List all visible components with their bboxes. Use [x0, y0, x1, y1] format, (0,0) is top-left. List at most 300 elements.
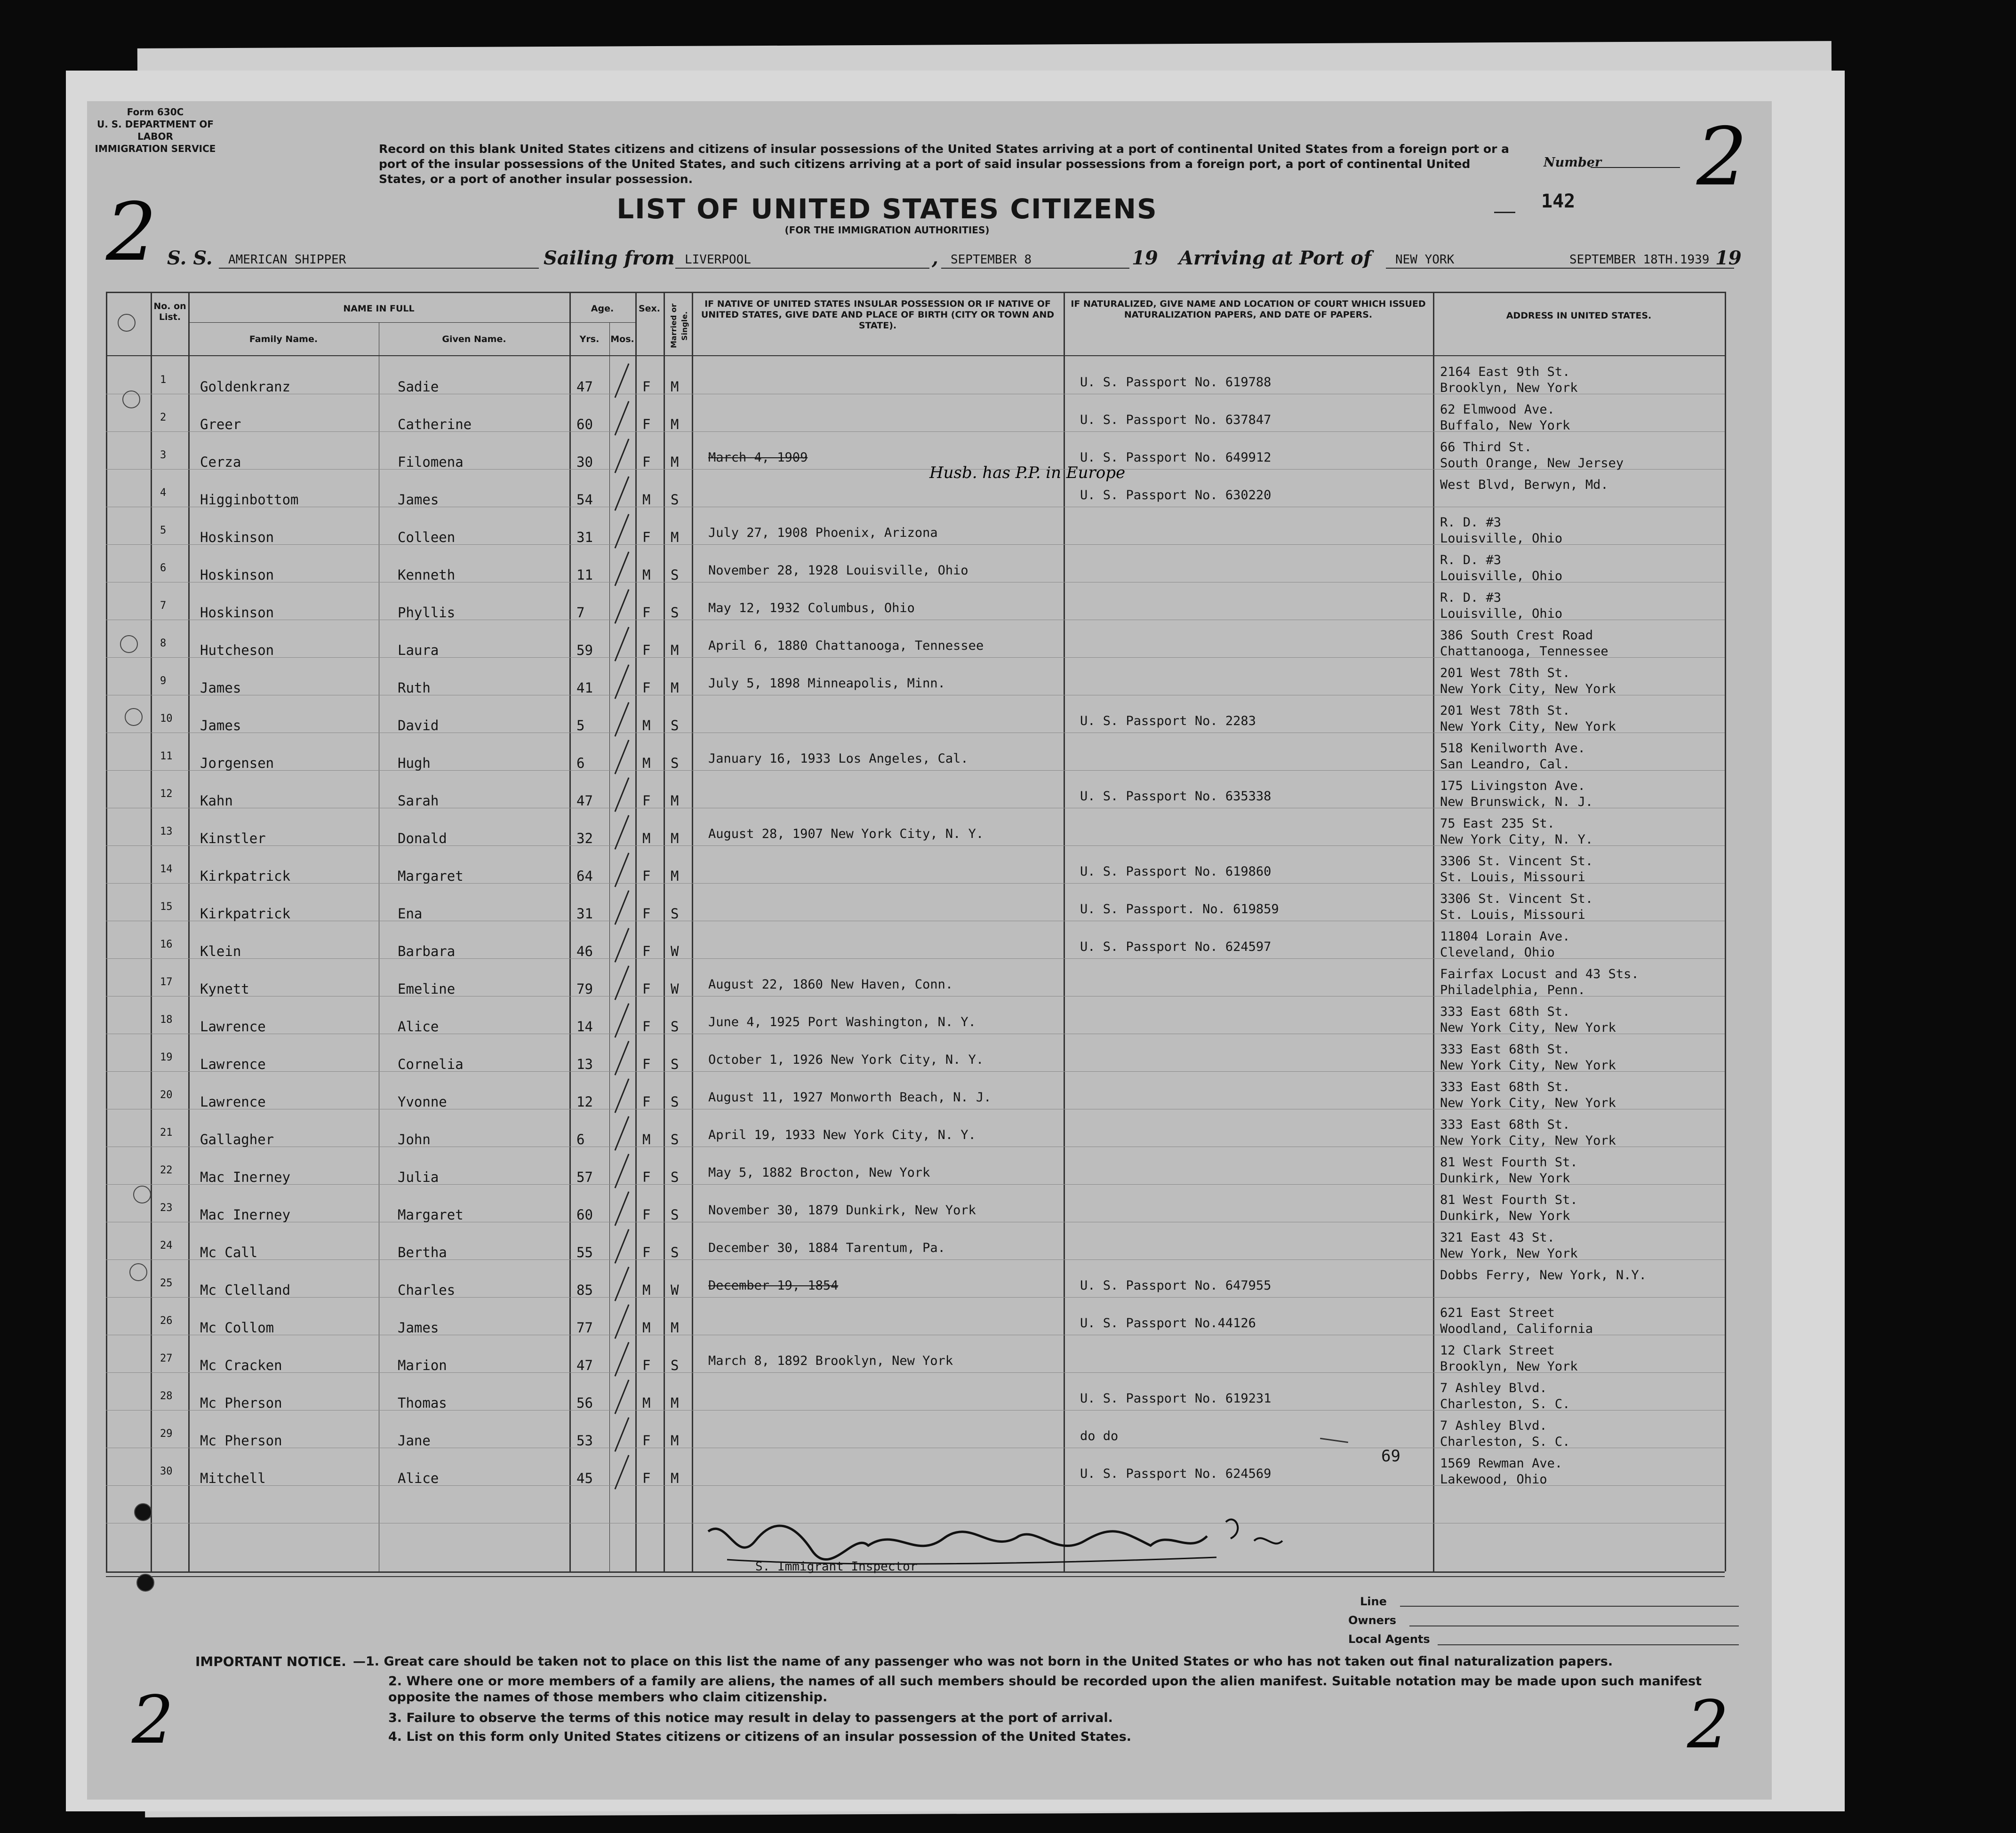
sex: M — [642, 567, 651, 583]
header-given-name: Given Name. — [442, 334, 506, 344]
given-name: Phyllis — [398, 605, 456, 621]
binder-hole — [120, 635, 138, 653]
address-line-1: R. D. #3 — [1440, 553, 1502, 567]
address-line-1: Fairfax Locust and 43 Sts. — [1440, 967, 1639, 981]
header-family-name: Family Name. — [249, 334, 318, 344]
binder-hole — [136, 1574, 154, 1592]
table-row — [87, 365, 1772, 402]
sex: M — [642, 1320, 651, 1336]
address-line-2: Chattanooga, Tennessee — [1440, 644, 1608, 659]
table-row — [87, 741, 1772, 779]
list-number: 142 — [1541, 191, 1576, 212]
address-line-2: Dunkirk, New York — [1440, 1171, 1570, 1186]
age-years: 46 — [576, 943, 593, 959]
row-number: 18 — [160, 1014, 173, 1026]
months-tick-mark — [614, 1417, 629, 1451]
birth-info: June 4, 1925 Port Washington, N. Y. — [708, 1015, 976, 1029]
given-name: Donald — [398, 830, 447, 846]
binder-hole — [118, 314, 136, 332]
address-line-1: 75 East 235 St. — [1440, 816, 1555, 831]
sex: F — [642, 1207, 651, 1223]
address-line-1: 518 Kenilworth Ave. — [1440, 741, 1585, 756]
sex: F — [642, 793, 651, 809]
address-line-1: R. D. #3 — [1440, 515, 1502, 530]
family-name: Mitchell — [200, 1470, 266, 1486]
list-number-dash — [1494, 212, 1515, 213]
header-address: ADDRESS IN UNITED STATES. — [1506, 311, 1652, 321]
address-line-1: 81 West Fourth St. — [1440, 1155, 1578, 1170]
table-row — [87, 1155, 1772, 1193]
months-tick-mark — [614, 1342, 629, 1376]
address-line-1: 12 Clark Street — [1440, 1343, 1555, 1358]
age-years: 59 — [576, 642, 593, 658]
row-number: 5 — [160, 525, 167, 536]
age-years: 5 — [576, 717, 585, 733]
address-line-2: St. Louis, Missouri — [1440, 908, 1585, 922]
address-line-1: 333 East 68th St. — [1440, 1042, 1570, 1057]
age-years: 32 — [576, 830, 593, 846]
birth-info: January 16, 1933 Los Angeles, Cal. — [708, 751, 968, 766]
birth-info: December 19, 1854 — [708, 1278, 839, 1293]
voyage-line — [167, 247, 1744, 275]
table-top-rule — [106, 292, 1725, 293]
sex: F — [642, 906, 651, 922]
age-years: 31 — [576, 906, 593, 922]
arrival-date: SEPTEMBER 18TH.1939 — [1565, 253, 1734, 269]
family-name: Greer — [200, 416, 241, 432]
marital-status: M — [671, 416, 679, 432]
address-line-2: St. Louis, Missouri — [1440, 870, 1585, 885]
age-years: 57 — [576, 1169, 593, 1185]
table-row — [87, 816, 1772, 854]
family-name: Gallagher — [200, 1132, 274, 1148]
marital-status: S — [671, 906, 679, 922]
binder-hole — [134, 1503, 152, 1521]
table-row — [87, 929, 1772, 967]
row-number: 26 — [160, 1315, 173, 1327]
naturalization-info: U. S. Passport No. 649912 — [1080, 450, 1272, 465]
age-years: 53 — [576, 1433, 593, 1449]
birth-info: March 8, 1892 Brooklyn, New York — [708, 1354, 953, 1368]
handwritten-number: 2 — [1696, 111, 1748, 204]
marital-status: S — [671, 492, 679, 508]
given-name: Yvonne — [398, 1094, 447, 1110]
header-yrs: Yrs. — [579, 334, 600, 344]
age-years: 79 — [576, 981, 593, 997]
address-line-2: Charleston, S. C. — [1440, 1435, 1570, 1449]
marital-status: W — [671, 1282, 679, 1298]
naturalization-info: U. S. Passport No. 624569 — [1080, 1466, 1272, 1481]
given-name: Catherine — [398, 416, 472, 432]
given-name: Margaret — [398, 1207, 464, 1223]
birth-info: August 22, 1860 New Haven, Conn. — [708, 977, 953, 992]
naturalization-info: U. S. Passport No. 619231 — [1080, 1391, 1272, 1406]
marital-status: M — [671, 793, 679, 809]
address-line-2: Dunkirk, New York — [1440, 1209, 1570, 1223]
family-name: Lawrence — [200, 1094, 266, 1110]
row-number: 2 — [160, 412, 167, 423]
months-tick-mark — [614, 928, 629, 962]
binder-hole — [129, 1263, 147, 1281]
address-line-2: New York City, New York — [1440, 1058, 1616, 1073]
given-name: Marion — [398, 1357, 447, 1373]
months-tick-mark — [614, 551, 629, 586]
table-bottom-rule — [106, 1576, 1725, 1577]
given-name: James — [398, 1320, 439, 1336]
number-label: Number — [1544, 155, 1602, 170]
agents-fill — [1438, 1644, 1739, 1645]
given-name: Colleen — [398, 529, 456, 545]
address-line-2: Brooklyn, New York — [1440, 1359, 1578, 1374]
given-name: David — [398, 717, 439, 733]
sex: F — [642, 1019, 651, 1035]
notice-1: —1. Great care should be taken not to place on this list the name of any passenger who was not born in the United States or who has not taken out final naturalization papers. — [353, 1654, 1613, 1669]
family-name: Kirkpatrick — [200, 906, 291, 922]
table-row — [87, 1268, 1772, 1306]
row-number: 30 — [160, 1466, 173, 1477]
marital-status: M — [671, 680, 679, 696]
age-years: 55 — [576, 1244, 593, 1260]
sex: F — [642, 1094, 651, 1110]
marital-status: S — [671, 1357, 679, 1373]
address-line-1: 2164 East 9th St. — [1440, 365, 1570, 379]
age-years: 47 — [576, 379, 593, 395]
address-line-2: New York City, New York — [1440, 719, 1616, 734]
months-tick-mark — [614, 589, 629, 623]
marital-status: S — [671, 1019, 679, 1035]
row-number: 23 — [160, 1202, 173, 1214]
header-mos: Mos. — [610, 334, 634, 344]
address-line-2: Charleston, S. C. — [1440, 1397, 1570, 1411]
address-line-1: 81 West Fourth St. — [1440, 1193, 1578, 1207]
sex: F — [642, 529, 651, 545]
sex: F — [642, 1244, 651, 1260]
table-row — [87, 1193, 1772, 1230]
sex: F — [642, 416, 651, 432]
age-years: 60 — [576, 1207, 593, 1223]
address-line-1: Dobbs Ferry, New York, N.Y. — [1440, 1268, 1647, 1283]
birth-info: July 27, 1908 Phoenix, Arizona — [708, 526, 938, 540]
table-row — [87, 967, 1772, 1004]
marital-status: S — [671, 1244, 679, 1260]
family-name: Mc Cracken — [200, 1357, 282, 1373]
given-name: Margaret — [398, 868, 464, 884]
marital-status: M — [671, 1395, 679, 1411]
row-number: 22 — [160, 1164, 173, 1176]
family-name: Hoskinson — [200, 529, 274, 545]
age-years: 60 — [576, 416, 593, 432]
header-birth: IF NATIVE OF UNITED STATES INSULAR POSSESSION OR IF NATIVE OF UNITED STATES, GIVE DATE AND PLACE OF BIRTH (CITY OR TOWN AND STATE). — [701, 299, 1055, 331]
family-name: Hoskinson — [200, 605, 274, 621]
binder-hole — [125, 708, 143, 726]
table-row — [87, 402, 1772, 440]
row-number: 9 — [160, 675, 167, 687]
address-line-2: New York City, New York — [1440, 1096, 1616, 1110]
marital-status: S — [671, 717, 679, 733]
family-name: James — [200, 717, 241, 733]
age-years: 47 — [576, 793, 593, 809]
months-tick-mark — [614, 965, 629, 1000]
year-label: 19 — [1132, 247, 1158, 269]
address-line-1: 201 West 78th St. — [1440, 703, 1570, 718]
months-tick-mark — [614, 363, 629, 398]
months-tick-mark — [614, 1041, 629, 1075]
marital-status: M — [671, 529, 679, 545]
given-name: Jane — [398, 1433, 431, 1449]
months-tick-mark — [614, 514, 629, 548]
row-number: 7 — [160, 600, 167, 612]
address-line-1: 1569 Rewman Ave. — [1440, 1456, 1563, 1471]
row-number: 27 — [160, 1353, 173, 1364]
address-line-1: R. D. #3 — [1440, 590, 1502, 605]
header-married-single: Married or Single. — [669, 303, 689, 348]
address-line-1: 333 East 68th St. — [1440, 1117, 1570, 1132]
birth-info: November 30, 1879 Dunkirk, New York — [708, 1203, 976, 1218]
table-row — [87, 515, 1772, 553]
table-row — [87, 892, 1772, 929]
binder-hole — [122, 391, 140, 408]
birth-info: April 6, 1880 Chattanooga, Tennessee — [708, 638, 984, 653]
age-years: 11 — [576, 567, 593, 583]
address-line-2: Brooklyn, New York — [1440, 381, 1578, 395]
marital-status: M — [671, 1470, 679, 1486]
row-number: 1 — [160, 374, 167, 386]
notice-3: 3. Failure to observe the terms of this notice may result in delay to passengers at the port of arrival. — [388, 1711, 1113, 1725]
sex: F — [642, 1470, 651, 1486]
year-label: 19 — [1715, 247, 1742, 269]
age-years: 56 — [576, 1395, 593, 1411]
table-row — [87, 1117, 1772, 1155]
address-line-1: 11804 Lorain Ave. — [1440, 929, 1570, 944]
months-tick-mark — [614, 664, 629, 699]
manifest-sheet — [87, 101, 1772, 1800]
arriving-label: Arriving at Port of — [1179, 247, 1372, 269]
address-line-2: Louisville, Ohio — [1440, 569, 1563, 583]
naturalization-info: U. S. Passport. No. 619859 — [1080, 902, 1279, 916]
marital-status: M — [671, 642, 679, 658]
header-naturalized: IF NATURALIZED, GIVE NAME AND LOCATION OF COURT WHICH ISSUED NATURALIZATION PAPERS, AND DATE OF PAPERS. — [1071, 299, 1426, 320]
row-number: 11 — [160, 750, 173, 762]
birth-info: May 5, 1882 Brocton, New York — [708, 1165, 930, 1180]
row-number: 8 — [160, 638, 167, 649]
sex: F — [642, 1056, 651, 1072]
address-line-2: New York, New York — [1440, 1246, 1578, 1261]
given-name: Sarah — [398, 793, 439, 809]
birth-info: July 5, 1898 Minneapolis, Minn. — [708, 676, 945, 691]
address-line-2: Woodland, California — [1440, 1322, 1593, 1336]
address-line-2: Cleveland, Ohio — [1440, 945, 1555, 960]
naturalization-info: U. S. Passport No. 624597 — [1080, 940, 1272, 954]
important-notice-title: IMPORTANT NOTICE. — [195, 1654, 346, 1669]
marital-status: W — [671, 981, 679, 997]
months-tick-mark — [614, 1191, 629, 1226]
address-line-2: Buffalo, New York — [1440, 418, 1570, 433]
handwritten-note-row-3: Husb. has P.P. in Europe — [929, 463, 1126, 482]
family-name: Lawrence — [200, 1019, 266, 1035]
age-years: 85 — [576, 1282, 593, 1298]
owners-label: Owners — [1348, 1614, 1397, 1627]
age-years: 13 — [576, 1056, 593, 1072]
address-line-1: 621 East Street — [1440, 1306, 1555, 1320]
sex: F — [642, 680, 651, 696]
given-name: James — [398, 492, 439, 508]
marital-status: S — [671, 1169, 679, 1185]
table-row — [87, 478, 1772, 515]
family-name: Mc Pherson — [200, 1395, 282, 1411]
address-line-2: New York City, New York — [1440, 1133, 1616, 1148]
marital-status: S — [671, 755, 679, 771]
notice-2: 2. Where one or more members of a family are aliens, the names of all such members should be recorded upon the alien manifest. Suitable notation may be made upon such manifest opposite the names of those members who claim citizenship. — [388, 1674, 1702, 1705]
header-bottom-rule — [106, 355, 1725, 356]
sex: F — [642, 605, 651, 621]
service: IMMIGRATION SERVICE — [95, 143, 216, 154]
given-name: Filomena — [398, 454, 464, 470]
months-tick-mark — [614, 777, 629, 812]
address-line-2: New York City, New York — [1440, 682, 1616, 696]
table-row — [87, 1381, 1772, 1419]
months-tick-mark — [614, 1116, 629, 1150]
count-annotation: 69 — [1381, 1447, 1400, 1466]
notice-4: 4. List on this form only United States citizens or citizens of an insular possession of the United States. — [388, 1729, 1132, 1744]
row-number: 21 — [160, 1127, 173, 1139]
table-row — [87, 1456, 1772, 1494]
address-line-1: 333 East 68th St. — [1440, 1080, 1570, 1094]
family-name: Mac Inerney — [200, 1207, 291, 1223]
family-name: Goldenkranz — [200, 379, 291, 395]
age-years: 6 — [576, 1132, 585, 1148]
family-name: Mc Call — [200, 1244, 258, 1260]
binder-hole — [133, 1186, 151, 1203]
months-tick-mark — [614, 890, 629, 924]
age-years: 6 — [576, 755, 585, 771]
table-row — [87, 628, 1772, 666]
marital-status: M — [671, 830, 679, 846]
header-sex: Sex. — [638, 303, 661, 314]
ship-name: AMERICAN SHIPPER — [219, 253, 539, 269]
sex: F — [642, 981, 651, 997]
handwritten-page-mark: 2 — [1687, 1687, 1729, 1763]
naturalization-info: U. S. Passport No.44126 — [1080, 1316, 1256, 1331]
birth-info: August 28, 1907 New York City, N. Y. — [708, 827, 984, 841]
header-age: Age. — [591, 303, 614, 314]
sex: M — [642, 492, 651, 508]
line-label: Line — [1360, 1595, 1387, 1608]
marital-status: S — [671, 1056, 679, 1072]
age-years: 47 — [576, 1357, 593, 1373]
naturalization-info: U. S. Passport No. 2283 — [1080, 714, 1256, 728]
months-tick-mark — [614, 853, 629, 887]
table-row — [87, 703, 1772, 741]
given-name: Cornelia — [398, 1056, 464, 1072]
given-name: Alice — [398, 1470, 439, 1486]
table-row — [87, 1230, 1772, 1268]
address-line-1: 321 East 43 St. — [1440, 1230, 1555, 1245]
header-no: No. on List. — [153, 301, 186, 322]
naturalization-info: U. S. Passport No. 619788 — [1080, 375, 1272, 390]
months-tick-mark — [614, 1304, 629, 1339]
table-row — [87, 779, 1772, 816]
table-row — [87, 1004, 1772, 1042]
address-line-1: 3306 St. Vincent St. — [1440, 892, 1593, 906]
family-name: Kynett — [200, 981, 249, 997]
address-line-2: South Orange, New Jersey — [1440, 456, 1624, 470]
age-years: 30 — [576, 454, 593, 470]
given-name: Thomas — [398, 1395, 447, 1411]
sex: M — [642, 755, 651, 771]
row-number: 17 — [160, 976, 173, 988]
age-years: 54 — [576, 492, 593, 508]
sex: M — [642, 717, 651, 733]
months-tick-mark — [614, 1078, 629, 1113]
handwritten-page-mark: 2 — [106, 186, 157, 279]
months-tick-mark — [614, 1455, 629, 1489]
age-years: 45 — [576, 1470, 593, 1486]
birth-info: May 12, 1932 Columbus, Ohio — [708, 601, 915, 615]
port-from: LIVERPOOL — [675, 253, 929, 269]
family-name: Kirkpatrick — [200, 868, 291, 884]
sex: M — [642, 830, 651, 846]
sex: M — [642, 1282, 651, 1298]
family-name: Mac Inerney — [200, 1169, 291, 1185]
comma-separator: , — [932, 247, 938, 269]
family-name: Mc Pherson — [200, 1433, 282, 1449]
marital-status: S — [671, 605, 679, 621]
address-line-2: New Brunswick, N. J. — [1440, 795, 1593, 809]
header-name-in-full: NAME IN FULL — [343, 303, 415, 314]
form-identifier — [89, 106, 221, 155]
given-name: Sadie — [398, 379, 439, 395]
family-name: Kinstler — [200, 830, 266, 846]
family-name: Jorgensen — [200, 755, 274, 771]
sex: F — [642, 943, 651, 959]
birth-info: April 19, 1933 New York City, N. Y. — [708, 1128, 976, 1142]
row-number: 3 — [160, 449, 167, 461]
address-line-2: New York City, New York — [1440, 1020, 1616, 1035]
row-number: 20 — [160, 1089, 173, 1101]
address-line-2: Lakewood, Ohio — [1440, 1472, 1547, 1487]
family-name: Hoskinson — [200, 567, 274, 583]
family-name: Mc Clelland — [200, 1282, 291, 1298]
handwritten-page-mark: 2 — [132, 1682, 174, 1759]
table-row — [87, 590, 1772, 628]
marital-status: M — [671, 379, 679, 395]
number-line — [1591, 167, 1680, 168]
age-years: 77 — [576, 1320, 593, 1336]
sailing-label: Sailing from — [544, 247, 675, 269]
marital-status: M — [671, 454, 679, 470]
given-name: Barbara — [398, 943, 456, 959]
row-number: 10 — [160, 713, 173, 725]
family-name: Cerza — [200, 454, 241, 470]
age-years: 12 — [576, 1094, 593, 1110]
given-name: Bertha — [398, 1244, 447, 1260]
sex: F — [642, 642, 651, 658]
age-years: 7 — [576, 605, 585, 621]
row-number: 13 — [160, 826, 173, 837]
table-row — [87, 1419, 1772, 1456]
sex: F — [642, 454, 651, 470]
family-name: Mc Collom — [200, 1320, 274, 1336]
sex: F — [642, 1357, 651, 1373]
months-tick-mark — [614, 702, 629, 736]
birth-info: November 28, 1928 Louisville, Ohio — [708, 563, 968, 578]
naturalization-info: U. S. Passport No. 635338 — [1080, 789, 1272, 804]
given-name: Julia — [398, 1169, 439, 1185]
page-subtitle: (FOR THE IMMIGRATION AUTHORITIES) — [784, 224, 990, 236]
age-subheader-rule — [569, 322, 635, 323]
sailing-date: SEPTEMBER 8 — [941, 253, 1129, 269]
age-years: 64 — [576, 868, 593, 884]
